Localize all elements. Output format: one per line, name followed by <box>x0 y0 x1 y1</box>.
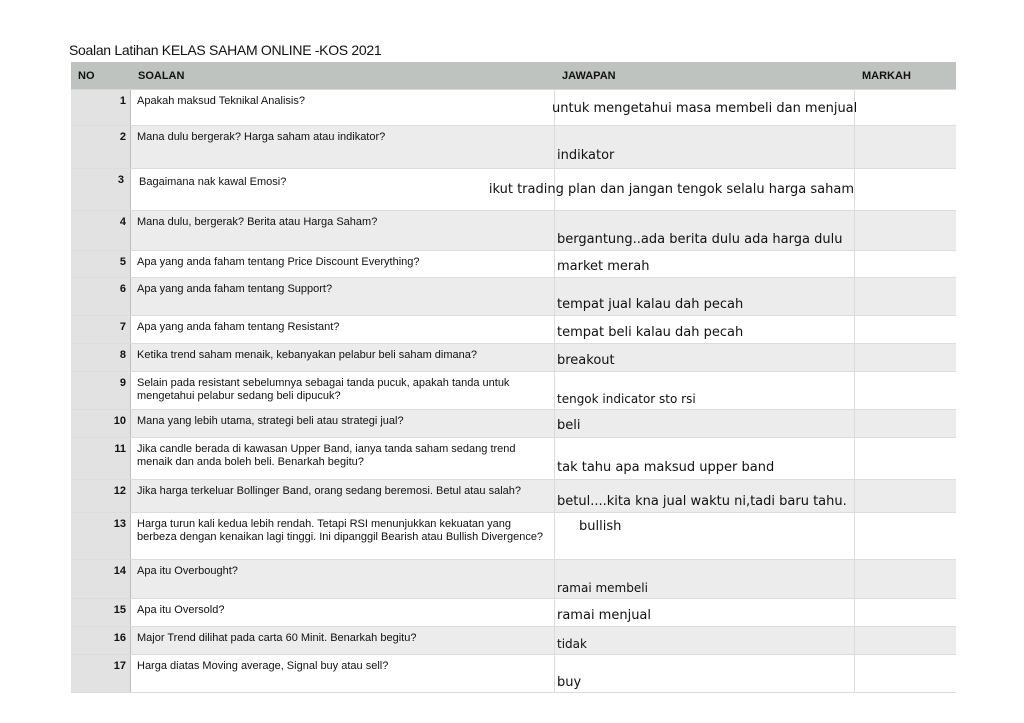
header-soalan: SOALAN <box>138 69 185 82</box>
question-cell: Jika harga terkeluar Bollinger Band, orang sedang beremosi. Betul atau salah? <box>131 480 555 512</box>
row-number: 6 <box>71 278 131 315</box>
mark-cell <box>855 372 956 409</box>
table-row <box>71 513 956 560</box>
table-row <box>71 169 956 211</box>
answer-text: ramai membeli <box>557 581 648 595</box>
mark-cell <box>855 438 956 479</box>
question-cell: Apa yang anda faham tentang Support? <box>131 278 555 315</box>
answer-cell <box>555 211 855 250</box>
answer-cell <box>555 513 855 559</box>
row-number: 16 <box>71 627 131 654</box>
answer-cell <box>555 599 855 626</box>
answer-cell <box>555 251 855 277</box>
row-number: 3 <box>71 169 131 210</box>
mark-cell <box>855 410 956 437</box>
answer-text: betul....kita kna jual waktu ni,tadi baru tahu. <box>557 494 847 509</box>
question-cell: Apa yang anda faham tentang Resistant? <box>131 316 555 343</box>
mark-cell <box>855 251 956 277</box>
mark-cell <box>855 480 956 512</box>
header-jawapan: JAWAPAN <box>562 69 616 82</box>
row-number: 8 <box>71 344 131 371</box>
answer-cell <box>555 126 855 168</box>
table-row <box>71 560 956 599</box>
mark-cell <box>855 126 956 168</box>
question-cell: Mana dulu, bergerak? Berita atau Harga Saham? <box>131 211 555 250</box>
table-row <box>71 372 956 410</box>
answer-text: buy <box>557 675 582 690</box>
answer-text: tak tahu apa maksud upper band <box>557 460 775 475</box>
answer-cell <box>555 344 855 371</box>
question-cell: Harga turun kali kedua lebih rendah. Tetapi RSI menunjukkan kekuatan yang berbeza dengan kenaikan lagi tinggi. Ini dipanggil Bearish atau Bullish Divergence? <box>131 513 555 559</box>
mark-cell <box>855 169 956 210</box>
answer-text: tengok indicator sto rsi <box>557 392 696 406</box>
table-row <box>71 316 956 344</box>
answer-cell <box>555 627 855 654</box>
answer-text: market merah <box>557 259 650 274</box>
answer-text: ikut trading plan dan jangan tengok selalu harga saham <box>488 182 854 197</box>
mark-cell <box>855 344 956 371</box>
row-number: 2 <box>71 126 131 168</box>
question-cell: Ketika trend saham menaik, kebanyakan pelabur beli saham dimana? <box>131 344 555 371</box>
row-number: 11 <box>71 438 131 479</box>
row-number: 10 <box>71 410 131 437</box>
table-row <box>71 599 956 627</box>
answer-text: bullish <box>579 519 622 534</box>
answer-text: tempat beli kalau dah pecah <box>557 325 744 340</box>
mark-cell <box>855 316 956 343</box>
answer-text: tempat jual kalau dah pecah <box>557 297 744 312</box>
table-row <box>71 438 956 480</box>
table-row <box>71 655 956 693</box>
row-number: 15 <box>71 599 131 626</box>
answer-cell <box>555 410 855 437</box>
table-row <box>71 278 956 316</box>
table-row <box>71 627 956 655</box>
row-number: 7 <box>71 316 131 343</box>
mark-cell <box>855 655 956 692</box>
question-table <box>71 62 956 693</box>
question-cell: Apa itu Overbought? <box>131 560 555 598</box>
answer-cell <box>555 560 855 598</box>
table-row <box>71 126 956 169</box>
question-cell: Mana yang lebih utama, strategi beli atau strategi jual? <box>131 410 555 437</box>
mark-cell <box>855 513 956 559</box>
mark-cell <box>855 90 956 125</box>
answer-cell <box>555 655 855 692</box>
row-number: 1 <box>71 90 131 125</box>
question-cell: Mana dulu bergerak? Harga saham atau indikator? <box>131 126 555 168</box>
mark-cell <box>855 211 956 250</box>
answer-cell <box>488 169 855 210</box>
question-cell: Bagaimana nak kawal Emosi? <box>131 169 555 210</box>
table-row <box>71 211 956 251</box>
mark-cell <box>855 599 956 626</box>
question-cell: Harga diatas Moving average, Signal buy atau sell? <box>131 655 555 692</box>
row-number: 14 <box>71 560 131 598</box>
question-cell: Major Trend dilihat pada carta 60 Minit. Benarkah begitu? <box>131 627 555 654</box>
question-cell: Apakah maksud Teknikal Analisis? <box>131 90 555 125</box>
table-row <box>71 90 956 126</box>
mark-cell <box>855 278 956 315</box>
question-cell: Apa itu Oversold? <box>131 599 555 626</box>
answer-cell <box>555 316 855 343</box>
row-number: 4 <box>71 211 131 250</box>
mark-cell <box>855 560 956 598</box>
document-title: Soalan Latihan KELAS SAHAM ONLINE -KOS 2021 <box>69 42 382 58</box>
answer-text: untuk mengetahui masa membeli dan menjual <box>552 101 858 116</box>
row-number: 17 <box>71 655 131 692</box>
answer-text: tidak <box>557 637 587 651</box>
row-number: 5 <box>71 251 131 277</box>
table-header <box>71 62 956 90</box>
row-number: 9 <box>71 372 131 409</box>
row-number: 13 <box>71 513 131 559</box>
answer-cell <box>555 480 855 512</box>
table-row <box>71 251 956 278</box>
mark-cell <box>855 627 956 654</box>
answer-text: bergantung..ada berita dulu ada harga dulu <box>557 232 843 247</box>
question-cell: Selain pada resistant sebelumnya sebagai tanda pucuk, apakah tanda untuk mengetahui pelabur sedang beli dipucuk? <box>131 372 555 409</box>
answer-cell <box>555 438 855 479</box>
answer-text: indikator <box>557 148 615 163</box>
answer-text: beli <box>557 418 581 433</box>
row-number: 12 <box>71 480 131 512</box>
answer-text: breakout <box>557 353 615 368</box>
table-row <box>71 480 956 513</box>
question-cell: Jika candle berada di kawasan Upper Band, ianya tanda saham sedang trend menaik dan anda boleh beli. Benarkah begitu? <box>131 438 555 479</box>
answer-text: ramai menjual <box>557 608 652 623</box>
table-row <box>71 344 956 372</box>
header-markah: MARKAH <box>862 69 911 82</box>
table-row <box>71 410 956 438</box>
answer-cell <box>552 90 858 125</box>
answer-cell <box>555 278 855 315</box>
question-cell: Apa yang anda faham tentang Price Discount Everything? <box>131 251 555 277</box>
answer-cell <box>555 372 855 409</box>
header-no: NO <box>78 69 95 82</box>
